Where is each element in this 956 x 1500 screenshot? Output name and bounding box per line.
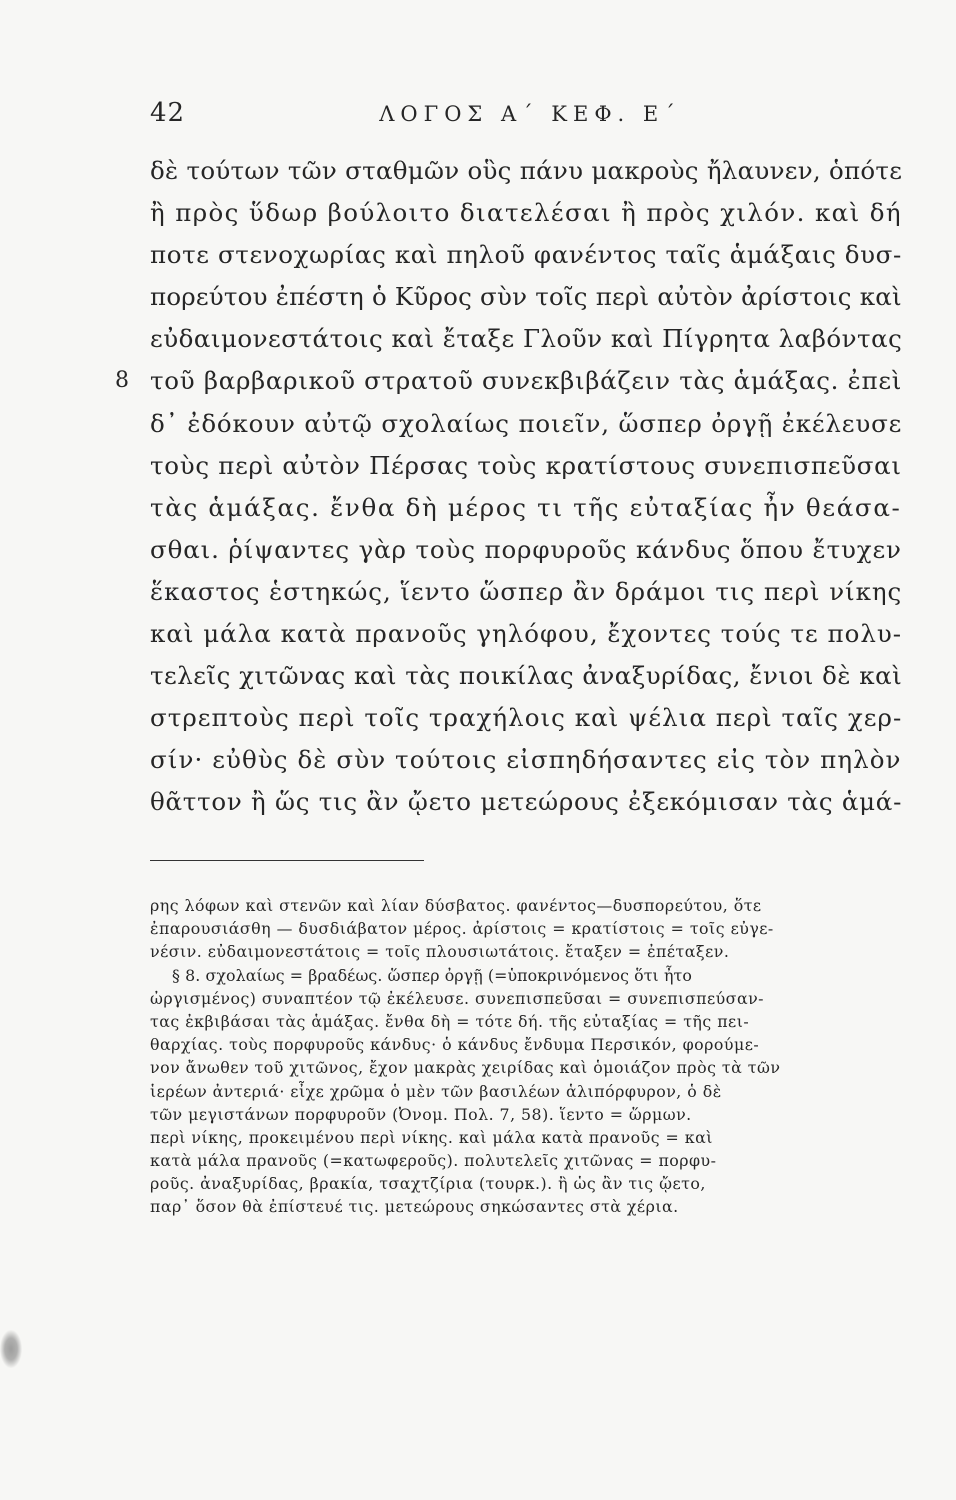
text-line-content: τελεῖς χιτῶνας καὶ τὰς ποικίλας ἀναξυρίδας, ἔνιοι δὲ καὶ — [150, 661, 903, 691]
note-line: ὠργισμένος) συναπτέον τῷ ἐκέλευσε. συνεπισπεῦσαι = συνεπισπεύσαν- — [150, 988, 764, 1008]
main-text — [115, 150, 910, 824]
text-line — [150, 571, 910, 613]
text-line — [150, 529, 910, 571]
text-line-content: σθαι. ῥίψαντες γὰρ τοὺς πορφυροῦς κάνδυς ὅπου ἔτυχεν — [150, 534, 902, 564]
text-line — [150, 487, 910, 529]
text-line-content: ἕκαστος ἑστηκώς, ἵεντο ὥσπερ ἂν δράμοι τις περὶ νίκης — [150, 576, 903, 606]
text-line — [150, 697, 910, 739]
note-line: παρ᾽ ὅσον θὰ ἐπίστευέ τις. μετεώρους σηκώσαντες στὰ χέρια. — [150, 1197, 679, 1217]
note-line: ἱερέων ἀντεριά· εἶχε χρῶμα ὁ μὲν τῶν βασιλέων ἁλιπόρφυρον, ὁ δὲ — [150, 1081, 722, 1101]
text-line — [150, 781, 910, 823]
text-line-content: ποτε στενοχωρίας καὶ πηλοῦ φανέντος ταῖς ἁμάξαις δυσ- — [150, 240, 902, 270]
text-line-content: δὲ τούτων τῶν σταθμῶν οὓς πάνυ μακροὺς ἤλαυνεν, ὁπότε — [150, 156, 903, 185]
text-line-content: τοῦ βαρβαρικοῦ στρατοῦ συνεκβιβάζειν τὰς ἁμάξας. ἐπεὶ — [150, 366, 903, 396]
text-line — [150, 613, 910, 655]
text-line — [150, 318, 910, 360]
text-line-content: στρεπτοὺς περὶ τοῖς τραχήλοις καὶ ψέλια περὶ ταῖς χερ- — [150, 703, 903, 733]
text-line — [115, 360, 910, 402]
note-line: θαρχίας. τοὺς πορφυροῦς κάνδυς· ὁ κάνδυς ἔνδυμα Περσικόν, φορούμε- — [150, 1035, 760, 1055]
note-line: νον ἄνωθεν τοῦ χιτῶνος, ἔχον μακρὰς χειρίδας καὶ ὁμοιάζον πρὸς τὰ τῶν — [150, 1058, 781, 1078]
page-header — [150, 98, 910, 138]
note-line: τας ἐκβιβάσαι τὰς ἁμάξας. ἔνθα δὴ = τότε δή. τῆς εὐταξίας = τῆς πει- — [150, 1011, 750, 1031]
note-line: νέσιν. εὐδαιμονεστάτοις = τοῖς πλουσιωτάτοις. ἔταξεν = ἐπέταξεν. — [150, 942, 730, 962]
text-line-content: σίν· εὐθὺς δὲ σὺν τούτοις εἰσπηδήσαντες εἰς τὸν πηλὸν — [150, 745, 902, 775]
text-line — [150, 234, 910, 276]
note-line: κατὰ μάλα πρανοῦς (=κατωφεροῦς). πολυτελεῖς χιτῶνας = πορφυ- — [150, 1151, 717, 1171]
commentary-notes — [150, 894, 910, 1219]
text-line — [150, 445, 910, 487]
ink-speck — [0, 1330, 22, 1368]
text-line-content: θᾶττον ἢ ὥς τις ἂν ᾤετο μετεώρους ἐξεκόμισαν τὰς ἁμά- — [150, 787, 903, 817]
text-line-content: τὰς ἁμάξας. ἔνθα δὴ μέρος τι τῆς εὐταξίας ἦν θεάσα- — [150, 492, 902, 522]
text-line-content: πορεύτου ἐπέστη ὁ Κῦρος σὺν τοῖς περὶ αὐτὸν ἀρίστοις καὶ — [150, 282, 902, 312]
note-line: τῶν μεγιστάνων πορφυροῦν (Ὀνομ. Πολ. 7, 58). ἵεντο = ὥρμων. — [150, 1104, 692, 1124]
page-number: 42 — [150, 98, 186, 128]
note-line: ρης λόφων καὶ στενῶν καὶ λίαν δύσβατος. φανέντος—δυσπορεύτου, ὅτε — [150, 896, 762, 915]
section-number: 8 — [115, 368, 129, 394]
note-line: ἐπαρουσιάσθη — δυσδιάβατον μέρος. ἀρίστοις = κρατίστοις = τοῖς εὐγε- — [150, 919, 774, 939]
running-head: ΛΟΓΟΣ Α΄ ΚΕΦ. Ε΄ — [379, 102, 681, 126]
text-line — [150, 276, 910, 318]
note-line: ροῦς. ἀναξυρίδας, βρακία, τσαχτζίρια (τουρκ.). ἢ ὡς ἂν τις ᾤετο, — [150, 1174, 706, 1194]
text-line-content: δ᾽ ἐδόκουν αὐτῷ σχολαίως ποιεῖν, ὥσπερ ὀργῇ ἐκέλευσε — [150, 408, 903, 438]
text-line — [150, 403, 910, 445]
footnote-rule — [150, 860, 424, 861]
text-line-content: ἢ πρὸς ὕδωρ βούλοιτο διατελέσαι ἢ πρὸς χιλόν. καὶ δή — [150, 198, 902, 228]
note-line: § 8. σχολαίως = βραδέως. ὥσπερ ὀργῇ (=ὑποκρινόμενος ὅτι ἦτο — [172, 965, 692, 985]
text-line-content: εὐδαιμονεστάτοις καὶ ἔταξε Γλοῦν καὶ Πίγρητα λαβόντας — [150, 324, 903, 354]
text-line-content: τοὺς περὶ αὐτὸν Πέρσας τοὺς κρατίστους συνεπισπεῦσαι — [150, 450, 902, 480]
text-line-content: καὶ μάλα κατὰ πρανοῦς γηλόφου, ἔχοντες τούς τε πολυ- — [150, 619, 903, 649]
note-line: περὶ νίκης, προκειμένου περὶ νίκης. καὶ μάλα κατὰ πρανοῦς = καὶ — [150, 1127, 713, 1147]
text-line — [150, 739, 910, 781]
text-line — [150, 150, 910, 192]
text-line — [150, 192, 910, 234]
text-line — [150, 655, 910, 697]
